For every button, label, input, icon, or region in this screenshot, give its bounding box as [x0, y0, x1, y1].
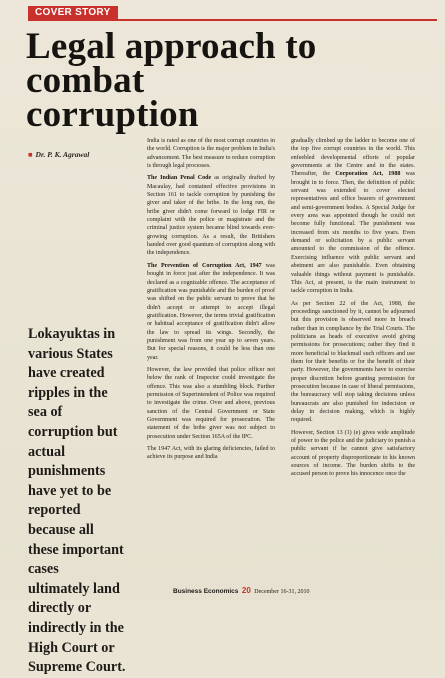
pull-quote-line: corruption but [28, 423, 118, 440]
pull-quote-line: indirectly in the [28, 619, 124, 636]
pull-quote-line: cases [28, 561, 59, 578]
pull-quote-line: directly or [28, 600, 92, 617]
paragraph: The Indian Penal Code as originally drafted by Macaulay, had contained effective provisions in Section 161 to tackle corruption by punishing the giver and taker of the bribe. In the long run, the bribe giver didn't come forward to lodge FIR or complaint with the police or magistrate and the criminal justice system became blind towards ever-growing corruption. As a result, the Britishers handed over good quantum of corruption along with the independence. [147, 175, 275, 257]
pull-quote-line: Lokayuktas in [28, 326, 116, 342]
byline [28, 150, 89, 159]
pull-quote-line: actual [28, 443, 66, 460]
author-name: Dr. P. K. Agrawal [35, 150, 90, 159]
article-headline [26, 26, 436, 135]
section-label: COVER STORY [28, 6, 118, 20]
pull-quote-line: various States [28, 345, 113, 362]
body-column-left [147, 137, 275, 466]
body-column-right [291, 137, 415, 483]
pull-quote-line: Supreme Court. [28, 659, 126, 676]
pull-quote-line: punishments [28, 463, 106, 480]
page-footer [173, 586, 309, 595]
headline-line-1: Legal approach to combat [26, 26, 317, 101]
pull-quote-line: High Court or [28, 639, 115, 656]
headline-line-2: corruption [26, 94, 199, 135]
paragraph: However, Section 13 (1) (e) gives wide amplitude of power to the police and the judiciary to punish a public servant if he cannot give satisfactory account of property disproportionate to his known sources of income. The burden shifts to the accused person to prove his innocence once the [291, 429, 415, 478]
act-name: The Indian Penal Code [147, 175, 212, 182]
section-rule [28, 19, 437, 21]
issue-date: December 16-31, 2010 [254, 589, 310, 595]
pull-quote-line: ultimately land [28, 580, 120, 597]
pull-quote-line: these important [28, 541, 124, 558]
pull-quote-line: sea of [28, 404, 63, 421]
publication-name: Business Economics [173, 588, 239, 595]
act-name: Corporation Act, 1988 [335, 171, 401, 178]
paragraph: The 1947 Act, with its glaring deficiencies, failed to achieve its purpose and India [147, 446, 275, 461]
paragraph: India is rated as one of the most corrupt countries in the world. Corruption is the major problem in India's advancement. The best measure to reduce corruption is through legal processes. [147, 138, 275, 170]
act-name: The Prevention of Corruption Act, 1947 [147, 262, 262, 269]
paragraph: The Prevention of Corruption Act, 1947 was bought in force just after the independence. It was declared as a cognizable offence. The acceptance of gratification was punishable and the burden of proof was shifted on the public servant to prove that he didn't accept or attempt to accept illegal gratification. However, the terms trivial gratification or habitual acceptance of gratification didn't allow the law to spread its wings. Secondly, the punishment was from one year up to seven years. But for special reasons, it could be less than one year. [147, 262, 275, 361]
pull-quote-line: have created [28, 365, 105, 382]
page-number: 20 [241, 586, 251, 595]
pull-quote-line: because all [28, 521, 94, 538]
paragraph: As per Section 22 of the Act, 1988, the proceedings sanctioned by it, cannot be adjourned but this provision is observed more in breach rather than in compliance by the Trial Courts. The politicians as heads of executive avoid giving permissions for prosecutions; rather they find it more beneficial to blackmail such officers and use them for their benefits or for the benefit of their party. However, the governments have to exercise proper discretion before granting permission for prosecution because in case of liberal permissions, the bureaucracy will stop taking decisions unless bureaucrats are also punished for indecision or delay in decision making, which is highly required. [291, 300, 415, 424]
pull-quote [28, 325, 140, 678]
bullet-icon: ■ [28, 150, 33, 159]
paragraph: gradually climbed up the ladder to become one of the top five corrupt countries in the world. This enfeebled developmental efforts of popular governments at the Centre and in the states. Thereafter, the Corporation Act, 1988 was brought in to force. Then, the definition of public servant was extended to cover elected representatives and office bearers of government and semi-government bodies. A Special Judge for every area was appointed though he could not become fully functional. The punishment was increased from six months to five years. Even demand or solicitation by a public servant amounted to the commission of the offence. Exercising influence with public servant and abetment are also punishable. Even obtaining valuable things without payment is punishable. This Act, at present, is the main instrument to tackle corruption in India. [291, 138, 416, 295]
pull-quote-line: have yet to be [28, 482, 112, 499]
pull-quote-line: ripples in the [28, 384, 108, 401]
pull-quote-line: reported [28, 502, 81, 519]
paragraph: However, the law provided that police officer not below the rank of Inspector could investigate the offence. This was also a stumbling block. Further permission of Superintendent of Police was required to investigate the crime. Over and above, previous sanction of the Central Government or State Government was required for prosecution. The statement of the bribe giver was not subject to prosecution under Section 165A of the IPC. [147, 366, 275, 440]
